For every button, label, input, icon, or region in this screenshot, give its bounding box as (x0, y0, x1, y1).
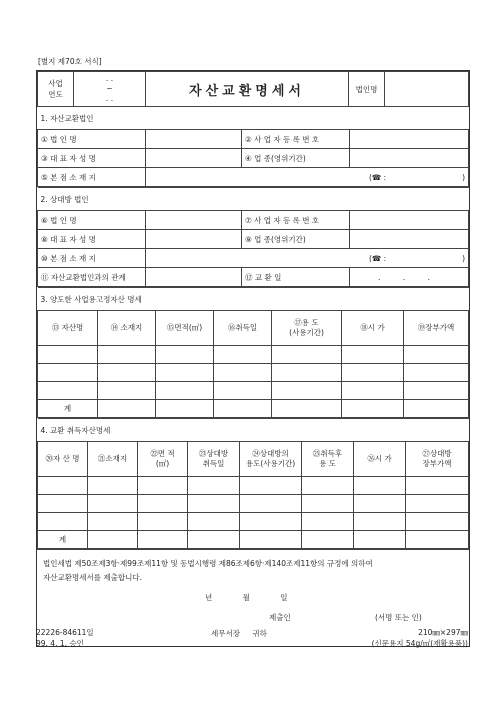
col-counterparty-book-value: ㉗상대방 장부가액 (406, 442, 469, 477)
hq-address-label-1: ⑤ 본 점 소 재 지 (38, 168, 146, 187)
biz-reg-no-field-2[interactable] (350, 211, 469, 230)
form-number-note: [별지 제70호 서식] (38, 57, 102, 66)
form-title: 자산교환명세서 (146, 72, 349, 107)
col-book-value: ⑲장부가액 (404, 311, 469, 346)
hq-address-label-2: ⑩ 본 점 소 재 지 (38, 249, 146, 268)
col-acquired-date: ⑯취득일 (214, 311, 272, 346)
exchange-date-label: ⑫ 교 환 일 (242, 268, 350, 287)
col-location-2: ㉑소재지 (88, 442, 138, 477)
corp-name-field[interactable] (385, 72, 469, 107)
rep-name-field-2[interactable] (146, 230, 242, 249)
col-area-2: ㉒면 적 (㎡) (138, 442, 188, 477)
total-row[interactable] (38, 400, 469, 418)
phone-close-2: ) (462, 253, 465, 263)
table-row[interactable] (38, 382, 469, 400)
col-counterparty-usage: ㉔상대방의 용도(사용기간) (240, 442, 302, 477)
section3-title: 3. 양도한 사업용고정자산 명세 (38, 288, 469, 311)
recipient-label: 세무서장 귀하 (211, 629, 267, 638)
industry-field-2[interactable] (350, 230, 469, 249)
table-row[interactable] (38, 346, 469, 364)
corp-name-field-2[interactable] (146, 211, 242, 230)
corp-name-label: 법인명 (349, 72, 385, 107)
phone-label-1: (☎ : (369, 172, 387, 182)
corp-name-label-2: ⑥ 법 인 명 (38, 211, 146, 230)
table-row[interactable] (38, 495, 469, 513)
paper-size: 210㎜×297㎜ (418, 628, 468, 637)
business-year-period[interactable] (74, 72, 146, 107)
total-row[interactable] (38, 531, 469, 549)
declaration-text-1: 법인세법 제50조제3항·제99조제11항 및 동법시행령 제86조제6항·제140조제11항의 규정에 의하여 (43, 559, 373, 568)
submission-date[interactable]: 년 월 일 (205, 593, 288, 602)
biz-reg-no-label-2: ⑦ 사 업 자 등 록 번 호 (242, 211, 350, 230)
relation-label: ⑪ 자산교환법인과의 관계 (38, 268, 146, 287)
hq-address-field-1[interactable] (146, 168, 469, 187)
total-label: 계 (38, 400, 98, 418)
section1-title: 1. 자산교환법인 (38, 107, 469, 130)
signature-label[interactable]: (서명 또는 인) (375, 613, 422, 622)
phone-label-2: (☎ : (369, 253, 387, 263)
section-acquired-assets (37, 418, 469, 549)
col-location: ⑭ 소재지 (98, 311, 156, 346)
col-post-usage: ㉕취득후 용 도 (302, 442, 354, 477)
industry-label-2: ⑨ 업 종(영위기간) (242, 230, 350, 249)
rep-name-label-2: ⑧ 대 표 자 성 명 (38, 230, 146, 249)
industry-field-1[interactable] (350, 149, 469, 168)
year-range-tilde: ~ (106, 84, 113, 93)
asset-exchange-form (36, 70, 470, 647)
col-market-price: ⑱시 가 (342, 311, 404, 346)
biz-reg-no-field-1[interactable] (350, 130, 469, 149)
section4-title: 4. 교환 취득자산명세 (38, 419, 469, 442)
corp-name-field-1[interactable] (146, 130, 242, 149)
form-code: 22226-84611일 (36, 628, 94, 637)
section-exchange-corp (37, 107, 469, 187)
col-asset-name-2: ⑳자 산 명 (38, 442, 88, 477)
paper-type: (신문용지 54g/㎡(재활용품)) (371, 639, 468, 648)
submitter-label: 제출인 (269, 613, 291, 622)
rep-name-field-1[interactable] (146, 149, 242, 168)
relation-field[interactable] (146, 268, 242, 287)
exchange-date-field[interactable]: . . . (350, 268, 469, 287)
business-year-label: 사업 연도 (38, 72, 74, 107)
year-start-marks: . . (105, 74, 114, 83)
phone-close-1: ) (462, 172, 465, 182)
col-usage: ⑰용 도 (사용기간) (272, 311, 342, 346)
biz-reg-no-label-1: ② 사 업 자 등 록 번 호 (242, 130, 350, 149)
col-asset-name: ⑬ 자산명 (38, 311, 98, 346)
col-market-price-2: ㉖시 가 (354, 442, 406, 477)
total-label-2: 계 (38, 531, 88, 549)
table-row[interactable] (38, 477, 469, 495)
col-area: ⑮면적(㎡) (156, 311, 214, 346)
approval-date: 99. 4. 1. 승인 (36, 639, 84, 648)
industry-label-1: ④ 업 종(영위기간) (242, 149, 350, 168)
form-footer (36, 627, 468, 649)
corp-name-label-1: ① 법 인 명 (38, 130, 146, 149)
table-row[interactable] (38, 513, 469, 531)
hq-address-field-2[interactable] (146, 249, 469, 268)
table-row[interactable] (38, 364, 469, 382)
section2-title: 2. 상대방 법인 (38, 188, 469, 211)
rep-name-label-1: ③ 대 표 자 성 명 (38, 149, 146, 168)
section-transferred-assets (37, 287, 469, 418)
declaration-text-2: 자산교환명세서를 제출합니다. (43, 573, 142, 582)
year-end-marks: . . (105, 94, 114, 103)
col-counterparty-acquired: ㉓상대방 취득일 (188, 442, 240, 477)
section-counterparty-corp (37, 187, 469, 287)
form-header (37, 71, 469, 107)
